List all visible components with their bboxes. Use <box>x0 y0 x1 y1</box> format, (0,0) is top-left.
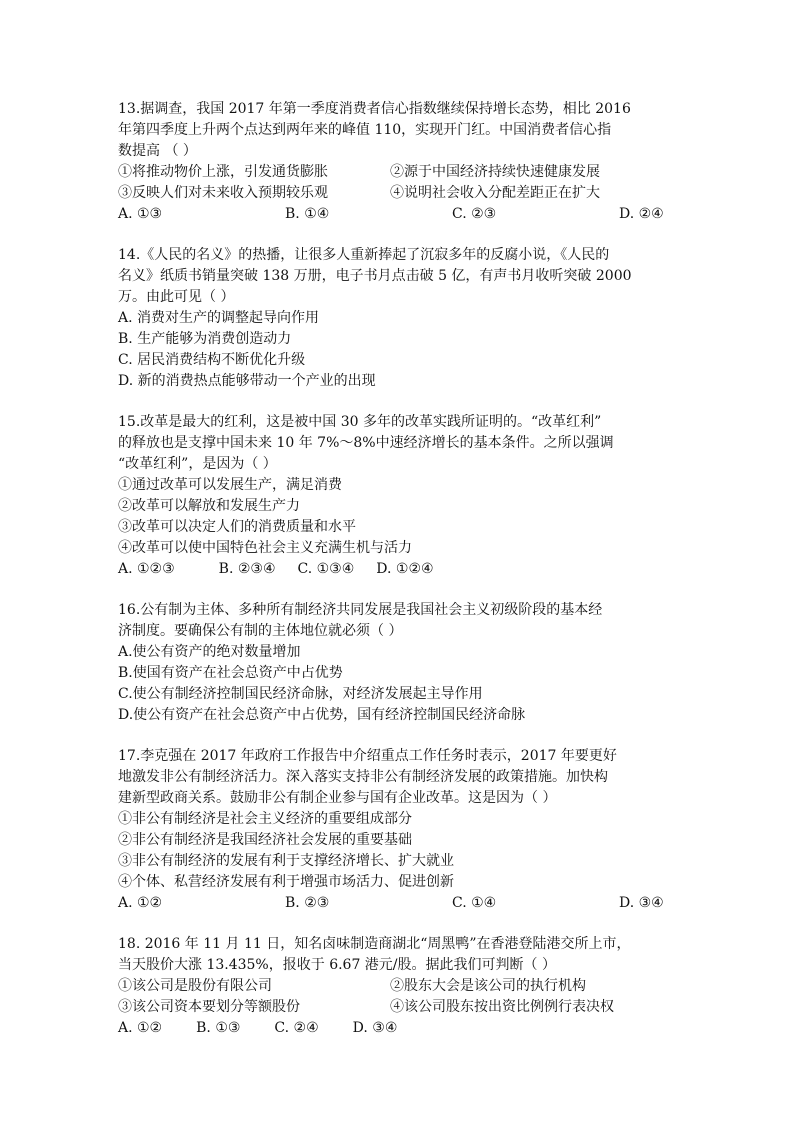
answer-option-b: B.使国有资产在社会总资产中占优势 <box>118 665 343 681</box>
statement-4: ④个体、私营经济发展有利于增强市场活力、促进创新 <box>118 874 454 890</box>
answer-option-d: D. ②④ <box>619 206 664 222</box>
answer-option-c: C. 居民消费结构不断优化升级 <box>118 352 306 368</box>
question-17 <box>118 746 678 914</box>
answer-option-a: A. ①③ <box>118 206 163 222</box>
question-stem-line: 当天股价大涨 13.435%，报收于 6.67 港元/股。据此我们可判断（ ） <box>118 957 556 973</box>
answer-option-b: B. ①④ <box>285 206 330 222</box>
answer-option-b: B. ②③④ <box>218 561 276 577</box>
question-stem-line: 济制度。要确保公有制的主体地位就必须（ ） <box>118 623 403 639</box>
statement-4: ④说明社会收入分配差距正在扩大 <box>390 185 600 201</box>
statement-row <box>118 976 678 997</box>
answer-option-b: B. ②③ <box>285 895 330 911</box>
answer-option-c: C. ①④ <box>452 895 497 911</box>
exam-page <box>118 99 678 1059</box>
question-stem-line: 万。由此可见（ ） <box>118 289 235 305</box>
statement-3: ③非公有制经济的发展有利于支撑经济增长、扩大就业 <box>118 853 454 869</box>
statement-4: ④该公司股东按出资比例例行表决权 <box>390 999 614 1015</box>
answer-option-d: D. ③④ <box>352 1020 398 1036</box>
question-15 <box>118 412 678 580</box>
answer-row <box>118 1018 678 1039</box>
answer-option-a: A. 消费对生产的调整起导向作用 <box>118 310 320 326</box>
question-16 <box>118 600 678 726</box>
question-stem-line: “改革红利”，是因为（ ） <box>118 456 277 472</box>
answer-option-c: C. ②③ <box>452 206 497 222</box>
question-stem-line: 年第四季度上升两个点达到两年来的峰值 110，实现开门红。中国消费者信心指 <box>118 122 612 138</box>
question-18 <box>118 934 678 1039</box>
answer-option-d: D.使公有资产在社会总资产中占优势，国有经济控制国民经济命脉 <box>118 707 526 723</box>
statement-row <box>118 183 678 204</box>
question-stem-line: 14.《人民的名义》的热播，让很多人重新捧起了沉寂多年的反腐小说，《人民的 <box>118 247 610 263</box>
statement-1: ①将推动物价上涨，引发通货膨胀 <box>118 164 328 180</box>
statement-2: ②改革可以解放和发展生产力 <box>118 498 300 514</box>
question-14 <box>118 245 678 392</box>
question-stem-line: 建新型政商关系。鼓励非公有制企业参与国有企业改革。这是因为（ ） <box>118 790 557 806</box>
statement-3: ③该公司资本要划分等额股份 <box>118 999 300 1015</box>
answer-option-d: D. 新的消费热点能够带动一个产业的出现 <box>118 373 376 389</box>
question-stem-line: 13.据调查，我国 2017 年第一季度消费者信心指数继续保持增长态势，相比 2016 <box>118 101 631 117</box>
answer-option-a: A. ①②③ <box>118 561 175 577</box>
question-stem-line: 17.李克强在 2017 年政府工作报告中介绍重点工作任务时表示，2017 年要更好 <box>118 748 617 764</box>
answer-option-c: C.使公有制经济控制国民经济命脉，对经济发展起主导作用 <box>118 686 483 702</box>
statement-2: ②股东大会是该公司的执行机构 <box>390 978 586 994</box>
statement-3: ③反映人们对未来收入预期较乐观 <box>118 185 328 201</box>
answer-option-d: D. ③④ <box>619 895 664 911</box>
question-stem-line: 数提高 （ ） <box>118 143 197 159</box>
question-13 <box>118 99 678 225</box>
statement-1: ①非公有制经济是社会主义经济的重要组成部分 <box>118 811 412 827</box>
answer-option-a: A.使公有资产的绝对数量增加 <box>118 644 301 660</box>
question-stem-line: 15.改革是最大的红利，这是被中国 30 多年的改革实践所证明的。“改革红利” <box>118 414 602 430</box>
statement-2: ②非公有制经济是我国经济社会发展的重要基础 <box>118 832 412 848</box>
answer-row <box>118 893 678 914</box>
statement-row <box>118 997 678 1018</box>
question-stem-line: 的释放也是支撑中国未来 10 年 7%～8%中速经济增长的基本条件。之所以强调 <box>118 435 614 451</box>
question-stem-line: 名义》纸质书销量突破 138 万册，电子书月点击破 5 亿，有声书月收听突破 2000 <box>118 268 632 284</box>
statement-1: ①通过改革可以发展生产，满足消费 <box>118 477 342 493</box>
answer-row <box>118 204 678 225</box>
answer-option-c: C. ①③④ <box>297 561 355 577</box>
answer-option-a: A. ①② <box>118 1020 163 1036</box>
answer-option-c: C. ②④ <box>274 1020 319 1036</box>
answer-option-a: A. ①② <box>118 895 163 911</box>
answer-option-b: B. 生产能够为消费创造动力 <box>118 331 292 347</box>
question-stem-line: 18. 2016 年 11 月 11 日，知名卤味制造商湖北“周黑鸭”在香港登陆港交所上市， <box>118 936 631 952</box>
answer-option-d: D. ①②④ <box>376 561 434 577</box>
question-stem-line: 16.公有制为主体、多种所有制经济共同发展是我国社会主义初级阶段的基本经 <box>118 602 603 618</box>
answer-row <box>118 559 678 580</box>
statement-2: ②源于中国经济持续快速健康发展 <box>390 164 600 180</box>
question-stem-line: 地激发非公有制经济活力。深入落实支持非公有制经济发展的政策措施。加快构 <box>118 769 608 785</box>
statement-4: ④改革可以使中国特色社会主义充满生机与活力 <box>118 540 412 556</box>
statement-row <box>118 162 678 183</box>
statement-3: ③改革可以决定人们的消费质量和水平 <box>118 519 356 535</box>
answer-option-b: B. ①③ <box>196 1020 241 1036</box>
statement-1: ①该公司是股份有限公司 <box>118 978 272 994</box>
